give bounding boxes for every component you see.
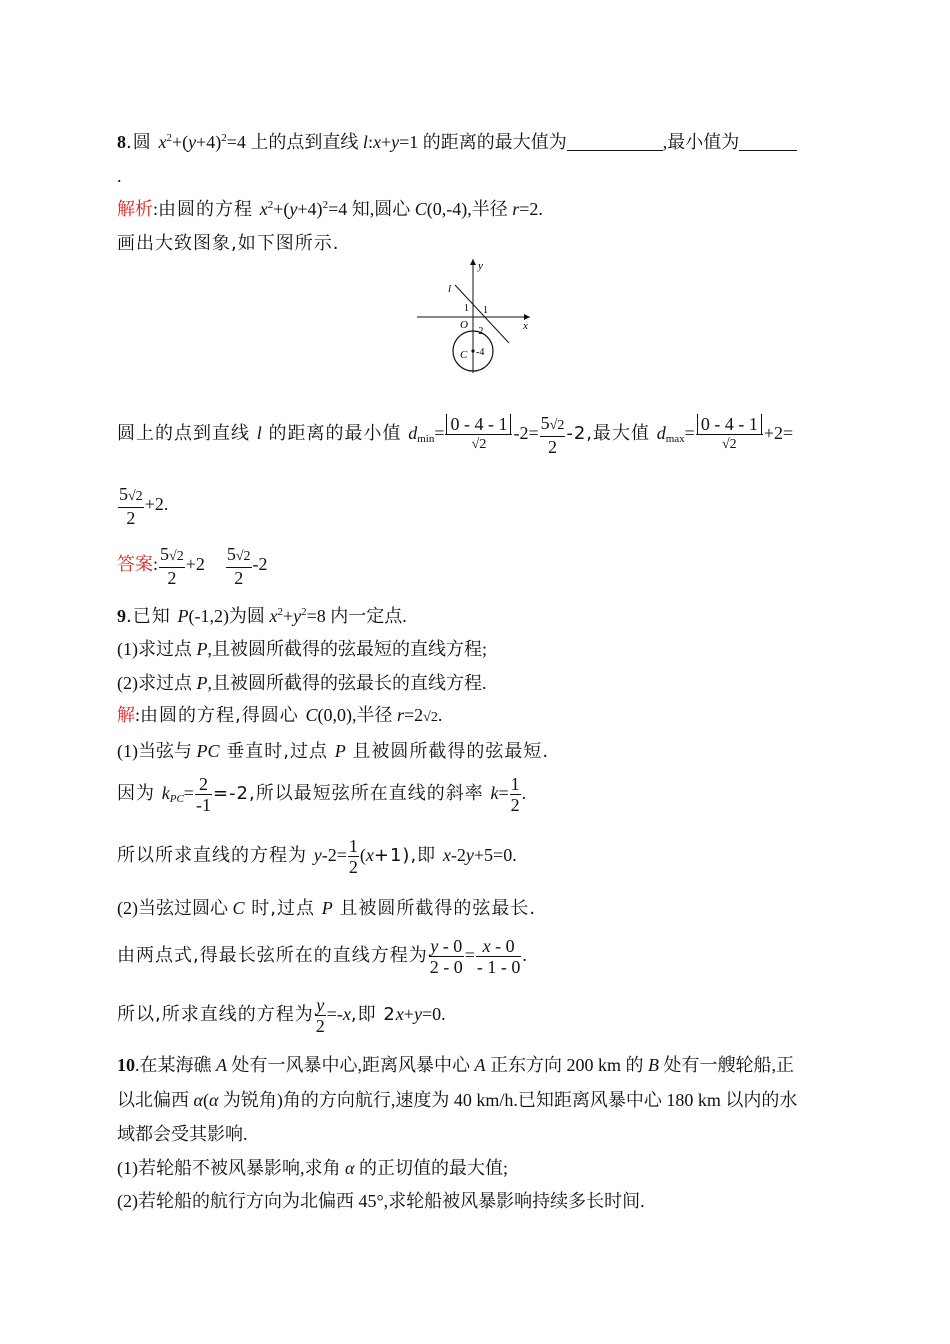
jiexi-line: 解析:由圆的方程 $x^2+(y+4)^2=4$ 知,圆心 C(0,-4),半径 r=2.: [117, 199, 543, 220]
q10-line1: 10.在某海礁 A 处有一风暴中心,距离风暴中心 A 正东方向 200 km 的 B 处有一艘轮船,正: [117, 1055, 795, 1075]
q9-line3: (2)求过点 P,且被圆所截得的弦最长的直线方程.: [117, 673, 487, 693]
center-c-dot: [471, 349, 474, 352]
fraction-dmax: $\frac{0 - 4 - 1}{√2}$: [696, 414, 763, 455]
q8-number: 8: [117, 132, 126, 152]
jie-line: 解:由圆的方程,得圆心 C(0,0),半径 r=2√2.: [117, 705, 443, 726]
q8-line2: .: [117, 166, 122, 186]
answer-blank-min[interactable]: [739, 132, 797, 151]
jie-p1: (1)当弦与 PC 垂直时,过点 P 且被圆所截得的弦最短.: [117, 741, 550, 762]
jie-p2: (2)当弦过圆心 C 时,过点 P 且被圆所截得的弦最长.: [117, 898, 537, 919]
fraction-half-a: $\frac{1}{2}$: [510, 774, 520, 816]
answer-blank-max[interactable]: [567, 132, 663, 151]
fraction-x: $\frac{x - 0}{- 1 - 0}$: [476, 936, 521, 978]
q9-line1: 9.已知 P(-1,2)为圆 $x^2+y^2=8$ 内一定点.: [117, 606, 407, 627]
label-x: x: [523, 320, 528, 332]
fraction-half-b: $\frac{1}{2}$: [348, 836, 358, 878]
label-minus4: -4: [476, 347, 485, 358]
equation-line: 所以所求直线的方程为 y-2= $\frac{1}{2}$ (x+1),即 x-2y+5=0.: [117, 836, 517, 878]
draw-text: 画出大致图象,如下图所示.: [117, 233, 340, 254]
label-minus2: -2: [475, 326, 484, 337]
fraction-y-over-2: $\frac{y}{2}$: [315, 995, 325, 1037]
q10-line5: (2)若轮船的航行方向为北偏西 45°,求轮船被风暴影响持续多长时间.: [117, 1191, 645, 1211]
label-origin: O: [460, 319, 468, 331]
fraction-dmin: $\frac{0 - 4 - 1}{√2}$: [445, 414, 512, 455]
circle-line-figure: [415, 255, 535, 377]
q10-line4: (1)若轮船不被风暴影响,求角 α 的正切值的最大值;: [117, 1158, 508, 1178]
answer-label: 答案: [117, 554, 153, 575]
y-axis-arrow: [470, 259, 476, 265]
label-y: y: [478, 260, 483, 272]
answer-fraction-2: $\frac{5√2}{2}$: [226, 543, 251, 588]
label-x-intercept: 1: [483, 305, 488, 316]
q8-line1: 8.圆 $x^2+(y+4)^2=4$ 上的点到直线 l:x+y=1 的距离的最大值为 ,最小值为: [117, 131, 797, 154]
fraction-5sqrt2-b: $\frac{5√2}{2}$: [119, 483, 143, 528]
q10-line3: 域都会受其影响.: [117, 1124, 248, 1144]
distance-line-2: $\frac{5√2}{2}$ +2.: [119, 483, 169, 528]
final-line: 所以,所求直线的方程为 $\frac{y}{2}$ =-x,即 2x+y=0.: [117, 995, 446, 1037]
q9-line2: (1)求过点 P,且被圆所截得的弦最短的直线方程;: [117, 639, 487, 659]
fraction-y: $\frac{y - 0}{2 - 0}$: [429, 936, 463, 978]
fraction-5sqrt2-a: $\frac{5√2}{2}$: [540, 412, 565, 457]
jiexi-label: 解析: [117, 199, 153, 220]
answer-line: 答案: $\frac{5√2}{2}$ +2 $\frac{5√2}{2}$ -2: [117, 543, 268, 588]
distance-line: 圆上的点到直线 l 的距离的最小值 $d_{min}=$ $\frac{0 - 4 - 1}{√2}$ -2= $\frac{5√2}{2}$ -2,最大值 $d_{max}=$ $\frac{0 - 4 - 1}{√2}$ +2=: [117, 412, 794, 457]
label-c: C: [460, 349, 468, 361]
q10-line2: 以北偏西 α(α 为锐角)角的方向航行,速度为 40 km/h.已知距离风暴中心 180 km 以内的水: [117, 1090, 798, 1110]
jie-label: 解: [117, 705, 135, 726]
fraction-kpc: $\frac{2}{-1}$: [195, 774, 211, 816]
answer-fraction-1: $\frac{5√2}{2}$: [160, 543, 184, 588]
slope-line: 因为 $k_{PC}=$ $\frac{2}{-1}$ =-2,所以最短弦所在直线的斜率 k= $\frac{1}{2}$ .: [117, 774, 527, 816]
label-y-intercept: 1: [464, 303, 469, 314]
two-point-line: 由两点式,得最长弦所在的直线方程为 $\frac{y - 0}{2 - 0}$ = $\frac{x - 0}{- 1 - 0}$ .: [117, 936, 527, 978]
label-l: l: [448, 283, 452, 295]
q9-number: 9: [117, 606, 126, 626]
q10-number: 10: [117, 1055, 135, 1075]
